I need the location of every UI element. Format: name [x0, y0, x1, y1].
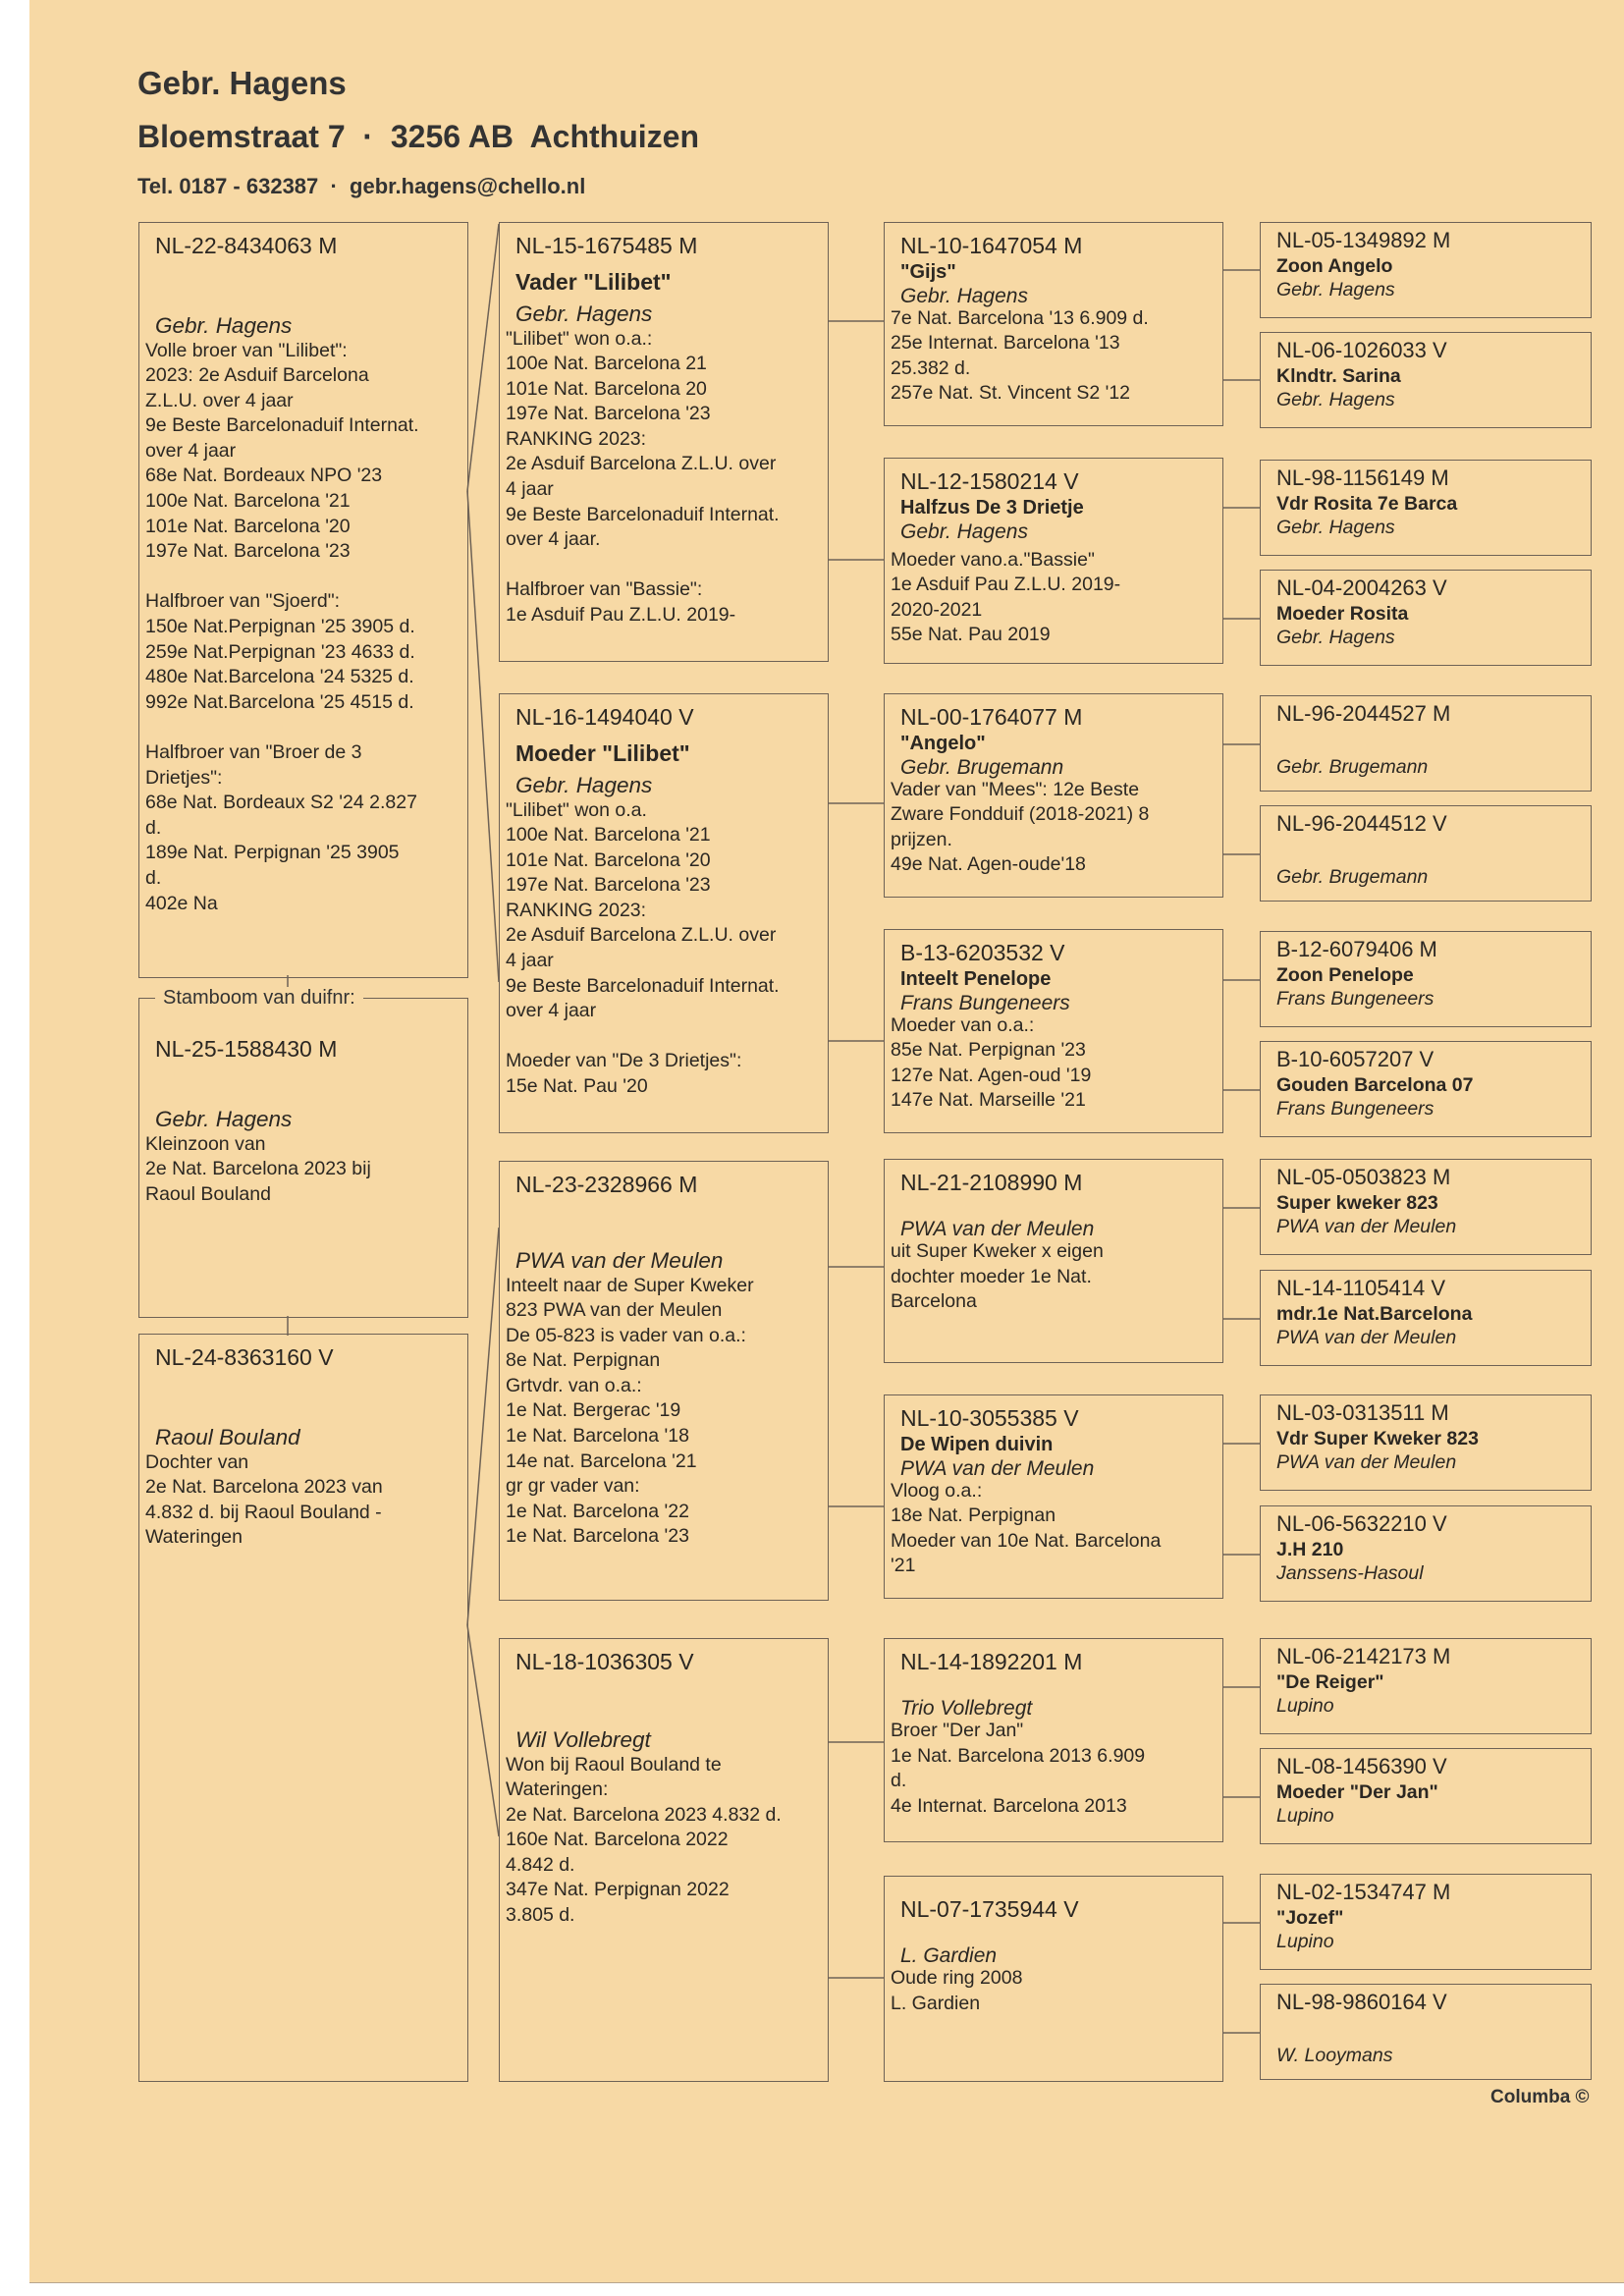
notes: uit Super Kweker x eigen dochter moeder 1e Nat. Barcelona	[891, 1240, 1104, 1313]
ring-number: NL-21-2108990 M	[900, 1170, 1083, 1195]
great-great-grandparent-card[interactable]	[1260, 1638, 1592, 1734]
ring-number: NL-98-9860164 V	[1276, 1990, 1447, 2014]
great-great-grandparent-card[interactable]	[1260, 1984, 1592, 2080]
ring-number: NL-06-5632210 V	[1276, 1511, 1447, 1536]
owner: Gebr. Hagens	[155, 313, 293, 338]
notes: Dochter van 2e Nat. Barcelona 2023 van 4.832 d. bij Raoul Bouland - Wateringen	[145, 1450, 383, 1549]
owner: Lupino	[1276, 1805, 1334, 1827]
notes: Inteelt naar de Super Kweker 823 PWA van der Meulen De 05-823 is vader van o.a.: 8e Nat. Perpignan Grtvdr. van o.a.: 1e Nat. Bergerac '19 1e Nat. Barcelona '18 14e nat. Barcelona '21 gr gr vader van: 1e Nat. Barcelona '22 1e Nat. Barcelona '23	[506, 1274, 754, 1548]
owner: Gebr. Hagens	[1276, 389, 1395, 410]
owner: Gebr. Hagens	[1276, 517, 1395, 538]
great-great-grandparent-card[interactable]	[1260, 1270, 1592, 1366]
pigeon-name	[1271, 2016, 1585, 2044]
grandparent-card[interactable]	[499, 1638, 829, 2082]
ring-number: NL-16-1494040 V	[515, 704, 694, 730]
subject-card[interactable]	[138, 998, 468, 1318]
ring-number: NL-14-1105414 V	[1276, 1276, 1446, 1300]
great-great-grandparent-card[interactable]	[1260, 1041, 1592, 1137]
owner: Gebr. Hagens	[515, 773, 653, 797]
ring-number: NL-98-1156149 M	[1276, 465, 1449, 490]
ring-number: NL-10-3055385 V	[900, 1405, 1079, 1431]
great-grandparent-card[interactable]	[884, 458, 1223, 664]
owner: Wil Vollebregt	[515, 1727, 651, 1752]
owner: PWA van der Meulen	[1276, 1451, 1457, 1473]
pigeon-name	[1271, 728, 1585, 755]
ring-number: NL-24-8363160 V	[155, 1344, 334, 1370]
pigeon-name: "Angelo"	[900, 733, 986, 754]
owner: Lupino	[1276, 1695, 1334, 1717]
great-grandparent-card[interactable]	[884, 1638, 1223, 1842]
owner: Trio Vollebregt	[900, 1697, 1033, 1720]
great-great-grandparent-card[interactable]	[1260, 695, 1592, 792]
great-great-grandparent-card[interactable]	[1260, 1394, 1592, 1491]
breeder-contact: Tel. 0187 - 632387 · gebr.hagens@chello.nl	[137, 174, 586, 198]
notes: "Lilibet" won o.a. 100e Nat. Barcelona '21 101e Nat. Barcelona '20 197e Nat. Barcelona '23 RANKING 2023: 2e Asduif Barcelona Z.L.U. over 4 jaar 9e Beste Barcelonaduif Internat. over 4 jaar Moeder van "De 3 Drietjes": 15e Nat. Pau '20	[506, 798, 780, 1098]
pigeon-name: Halfzus De 3 Drietje	[900, 497, 1084, 519]
great-grandparent-card[interactable]	[884, 929, 1223, 1133]
notes: Vader van "Mees": 12e Beste Zware Fondduif (2018-2021) 8 prijzen. 49e Nat. Agen-oude'18	[891, 778, 1150, 876]
ring-number: NL-12-1580214 V	[900, 468, 1079, 494]
owner: Gebr. Brugemann	[1276, 756, 1429, 778]
owner: Gebr. Hagens	[900, 519, 1028, 543]
owner: Frans Bungeneers	[1276, 1098, 1435, 1120]
pigeon-name: Inteelt Penelope	[900, 968, 1052, 990]
notes: "Lilibet" won o.a.: 100e Nat. Barcelona 21 101e Nat. Barcelona 20 197e Nat. Barcelona '23 RANKING 2023: 2e Asduif Barcelona Z.L.U. over 4 jaar 9e Beste Barcelonaduif Internat. over 4 jaar. Halfbroer van "Bassie": 1e Asduif Pau Z.L.U. 2019-	[506, 327, 780, 627]
notes: Won bij Raoul Bouland te Wateringen: 2e Nat. Barcelona 2023 4.832 d. 160e Nat. Barcelona 2022 4.842 d. 347e Nat. Perpignan 2022 3.805 d.	[506, 1753, 782, 1927]
owner: Gebr. Hagens	[900, 284, 1028, 307]
pigeon-name: Super kweker 823	[1276, 1192, 1438, 1214]
breeder-address: Bloemstraat 7 · 3256 AB Achthuizen	[137, 119, 699, 154]
great-great-grandparent-card[interactable]	[1260, 1748, 1592, 1844]
owner: Janssens-Hasoul	[1276, 1562, 1424, 1584]
father-card[interactable]	[138, 222, 468, 978]
great-grandparent-card[interactable]	[884, 222, 1223, 426]
ring-number: NL-05-1349892 M	[1276, 228, 1451, 252]
owner: Gebr. Brugemann	[1276, 866, 1429, 888]
ring-number: NL-96-2044512 V	[1276, 811, 1447, 836]
owner: Frans Bungeneers	[900, 991, 1070, 1014]
breeder-name: Gebr. Hagens	[137, 65, 347, 101]
owner: Gebr. Brugemann	[900, 755, 1064, 779]
owner: PWA van der Meulen	[900, 1456, 1095, 1480]
notes: Broer "Der Jan" 1e Nat. Barcelona 2013 6.909 d. 4e Internat. Barcelona 2013	[891, 1720, 1146, 1817]
pigeon-name: Zoon Angelo	[1276, 255, 1393, 277]
pigeon-name: Vdr Super Kweker 823	[1276, 1428, 1479, 1449]
pigeon-name: Moeder "Der Jan"	[1276, 1781, 1438, 1803]
pigeon-name: Moeder Rosita	[1276, 603, 1409, 625]
great-great-grandparent-card[interactable]	[1260, 1505, 1592, 1602]
pigeon-name: "De Reiger"	[1276, 1671, 1384, 1693]
ring-number: B-10-6057207 V	[1276, 1047, 1435, 1071]
ring-number: NL-04-2004263 V	[1276, 575, 1447, 600]
owner: PWA van der Meulen	[900, 1218, 1095, 1240]
owner: Lupino	[1276, 1931, 1334, 1952]
ring-number: NL-22-8434063 M	[155, 233, 338, 258]
great-grandparent-card[interactable]	[884, 1394, 1223, 1599]
ring-number: B-13-6203532 V	[900, 940, 1065, 965]
grandparent-card[interactable]	[499, 693, 829, 1133]
ring-number: NL-02-1534747 M	[1276, 1880, 1451, 1904]
pigeon-name: J.H 210	[1276, 1539, 1344, 1560]
pigeon-name: mdr.1e Nat.Barcelona	[1276, 1303, 1473, 1325]
grandparent-card[interactable]	[499, 222, 829, 662]
notes: 7e Nat. Barcelona '13 6.909 d. 25e Internat. Barcelona '13 25.382 d. 257e Nat. St. Vincent S2 '12	[891, 306, 1149, 405]
ring-number: NL-18-1036305 V	[515, 1649, 694, 1674]
pigeon-name: Vader "Lilibet"	[515, 269, 672, 295]
notes: Kleinzoon van 2e Nat. Barcelona 2023 bij Raoul Bouland	[145, 1132, 371, 1205]
great-great-grandparent-card[interactable]	[1260, 805, 1592, 902]
pigeon-name: Vdr Rosita 7e Barca	[1276, 493, 1458, 515]
ring-number: NL-23-2328966 M	[515, 1172, 698, 1197]
great-great-grandparent-card[interactable]	[1260, 931, 1592, 1027]
ring-number: NL-06-2142173 M	[1276, 1644, 1451, 1668]
great-great-grandparent-card[interactable]	[1260, 570, 1592, 666]
ring-number: NL-07-1735944 V	[900, 1896, 1079, 1922]
pigeon-name: Zoon Penelope	[1276, 964, 1414, 986]
ring-number: NL-15-1675485 M	[515, 233, 698, 258]
owner: Frans Bungeneers	[1276, 988, 1435, 1010]
owner: PWA van der Meulen	[1276, 1327, 1457, 1348]
great-grandparent-card[interactable]	[884, 1159, 1223, 1363]
ring-number: NL-10-1647054 M	[900, 233, 1083, 258]
ring-number: NL-03-0313511 M	[1276, 1400, 1449, 1425]
pigeon-name: Klndtr. Sarina	[1276, 365, 1401, 387]
owner: PWA van der Meulen	[1276, 1216, 1457, 1237]
subject-legend: Stamboom van duifnr:	[155, 987, 363, 1010]
mother-card[interactable]	[138, 1334, 468, 2082]
ring-number: NL-06-1026033 V	[1276, 338, 1447, 362]
ring-number: NL-08-1456390 V	[1276, 1754, 1447, 1778]
ring-number: NL-14-1892201 M	[900, 1649, 1083, 1674]
ring-number: B-12-6079406 M	[1276, 937, 1437, 961]
grandparent-card[interactable]	[499, 1161, 829, 1601]
owner: Gebr. Hagens	[1276, 279, 1395, 301]
notes: Moeder vano.a."Bassie" 1e Asduif Pau Z.L.U. 2019- 2020-2021 55e Nat. Pau 2019	[891, 548, 1121, 646]
ring-number: NL-05-0503823 M	[1276, 1165, 1451, 1189]
owner: L. Gardien	[900, 1944, 998, 1967]
owner: W. Looymans	[1276, 2045, 1393, 2066]
great-great-grandparent-card[interactable]	[1260, 1874, 1592, 1970]
notes: Moeder van o.a.: 85e Nat. Perpignan '23 127e Nat. Agen-oud '19 147e Nat. Marseille '21	[891, 1013, 1092, 1112]
ring-number: NL-96-2044527 M	[1276, 701, 1451, 726]
ring-number: NL-00-1764077 M	[900, 704, 1083, 730]
great-great-grandparent-card[interactable]	[1260, 332, 1592, 428]
pigeon-name: Gouden Barcelona 07	[1276, 1074, 1474, 1096]
great-great-grandparent-card[interactable]	[1260, 1159, 1592, 1255]
pigeon-name: "Jozef"	[1276, 1907, 1344, 1929]
notes: Oude ring 2008 L. Gardien	[891, 1967, 1023, 2014]
owner: PWA van der Meulen	[515, 1248, 724, 1273]
notes: Vloog o.a.: 18e Nat. Perpignan Moeder van 10e Nat. Barcelona '21	[891, 1479, 1162, 1577]
ring-number: NL-25-1588430 M	[155, 1036, 338, 1062]
owner: Gebr. Hagens	[155, 1107, 293, 1131]
copyright-footer: Columba ©	[1490, 2087, 1590, 2107]
pigeon-name: De Wipen duivin	[900, 1434, 1054, 1455]
owner: Gebr. Hagens	[515, 301, 653, 326]
pigeon-name: Moeder "Lilibet"	[515, 740, 690, 766]
great-grandparent-card[interactable]	[884, 1876, 1223, 2082]
owner: Gebr. Hagens	[1276, 627, 1395, 648]
owner: Raoul Bouland	[155, 1425, 300, 1449]
pigeon-name: "Gijs"	[900, 261, 956, 283]
great-grandparent-card[interactable]	[884, 693, 1223, 898]
great-great-grandparent-card[interactable]	[1260, 222, 1592, 318]
pigeon-name	[1271, 838, 1585, 865]
notes: Volle broer van "Lilibet": 2023: 2e Asduif Barcelona Z.L.U. over 4 jaar 9e Beste Barcelonaduif Internat. over 4 jaar 68e Nat. Bordeaux NPO '23 100e Nat. Barcelona '21 101e Nat. Barcelona '20 197e Nat. Barcelona '23 Halfbroer van "Sjoerd": 150e Nat.Perpignan '25 3905 d. 259e Nat.Perpignan '23 4633 d. 480e Nat.Barcelona '24 5325 d. 992e Nat.Barcelona '25 4515 d. Halfbroer van "Broer de 3 Drietjes": 68e Nat. Bordeaux S2 '24 2.827 d. 189e Nat. Perpignan '25 3905 d. 402e Na	[145, 339, 419, 914]
great-great-grandparent-card[interactable]	[1260, 460, 1592, 556]
